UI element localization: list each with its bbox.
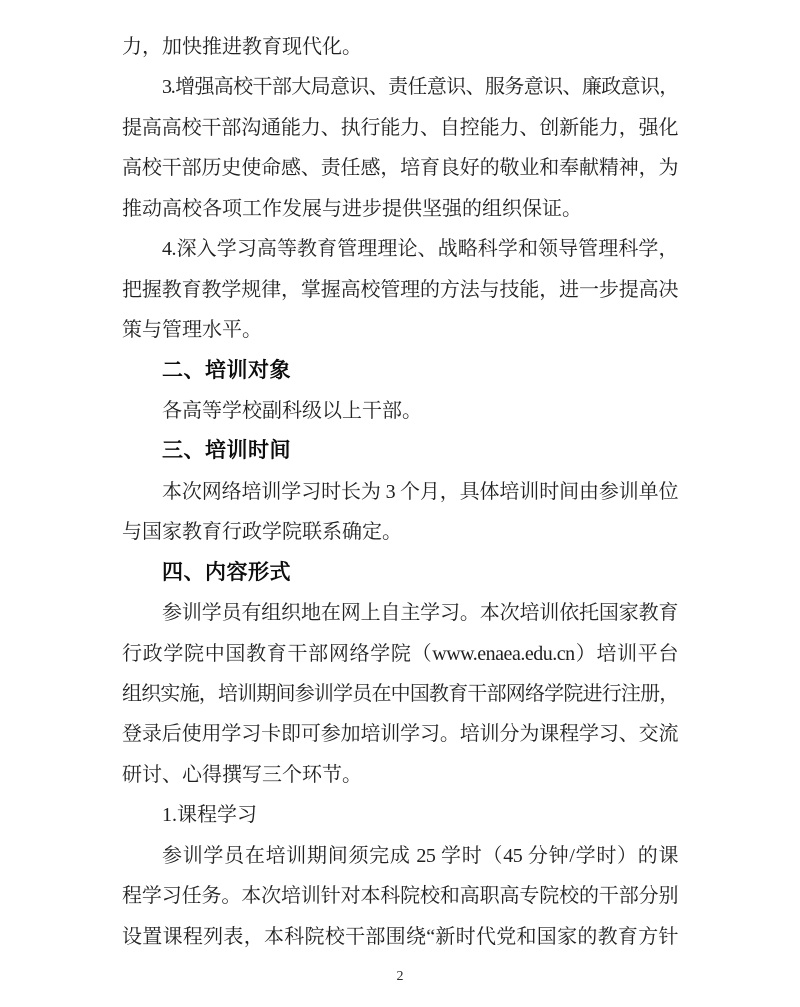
text-line: 高校干部历史使命感、责任感，培育良好的敬业和奉献精神，为 xyxy=(122,157,678,180)
text-line: 各高等学校副科级以上干部。 xyxy=(162,399,422,422)
text-line: 设置课程列表，本科院校干部围绕“新时代党和国家的教育方针 xyxy=(122,925,678,948)
text-line: 程学习任务。本次培训针对本科院校和高职高专院校的干部分别 xyxy=(122,885,678,908)
text-line: 3.增强高校干部大局意识、责任意识、服务意识、廉政意识， xyxy=(162,76,678,99)
text-line: 力，加快推进教育现代化。 xyxy=(122,36,362,58)
text-line: 策与管理水平。 xyxy=(122,319,262,342)
text-line: 把握教育教学规律，掌握高校管理的方法与技能，进一步提高决 xyxy=(122,278,678,301)
heading-training-time: 三、培训时间 xyxy=(162,439,291,463)
text-line: 研讨、心得撰写三个环节。 xyxy=(122,763,362,786)
page-number: 2 xyxy=(396,969,404,985)
list-item-course-study: 1.课程学习 xyxy=(162,804,257,827)
text-line: 参训学员在培训期间须完成 25 学时（45 分钟/学时）的课 xyxy=(162,844,678,867)
text-line: 4.深入学习高等教育管理理论、战略科学和领导管理科学， xyxy=(162,238,678,261)
text-line: 与国家教育行政学院联系确定。 xyxy=(122,521,402,544)
document-text-column xyxy=(122,27,678,998)
text-line-with-url: 行政学院中国教育干部网络学院（www.enaea.edu.cn）培训平台 xyxy=(122,642,678,665)
text-line: 组织实施，培训期间参训学员在中国教育干部网络学院进行注册， xyxy=(122,683,678,705)
heading-content-format: 四、内容形式 xyxy=(162,560,291,584)
text-line: 登录后使用学习卡即可参加培训学习。培训分为课程学习、交流 xyxy=(122,723,678,746)
text-line: 推动高校各项工作发展与进步提供坚强的组织保证。 xyxy=(122,197,582,220)
heading-training-target: 二、培训对象 xyxy=(162,358,291,382)
text-line: 本次网络培训学习时长为 3 个月，具体培训时间由参训单位 xyxy=(162,480,678,503)
text-line: 参训学员有组织地在网上自主学习。本次培训依托国家教育 xyxy=(162,602,678,625)
text-line: 提高高校干部沟通能力、执行能力、自控能力、创新能力，强化 xyxy=(122,116,678,139)
